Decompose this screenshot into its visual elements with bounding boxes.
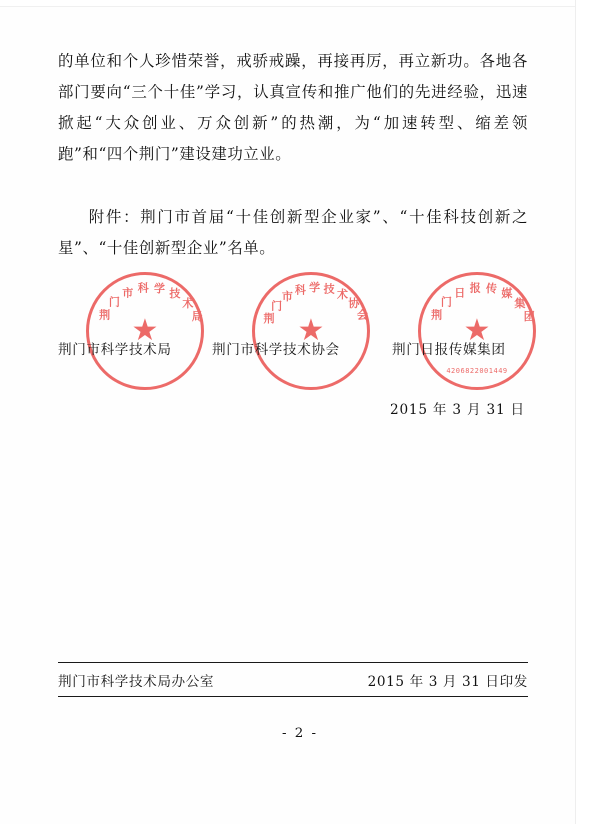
signature-date: 2015 年 3 月 31 日	[390, 402, 525, 418]
seal-arc-text: 荆 门 日 报 传 媒 集 团	[431, 281, 535, 324]
signature-science-association: 荆门市科学技术协会	[212, 342, 340, 358]
footer-row	[58, 663, 528, 690]
document-content	[58, 46, 528, 264]
document-footer	[58, 662, 528, 697]
footer-rule-bottom	[58, 696, 528, 697]
seal-arc-text: 荆 门 市 科 学 技 术 协 会	[263, 281, 368, 325]
signature-daily-media-group: 荆门日报传媒集团	[392, 342, 506, 358]
scan-edge-right	[575, 0, 600, 824]
page-number: - 2 -	[281, 726, 319, 741]
seal-daily-media-group	[418, 272, 536, 390]
attachment-paragraph: 附件：荆门市首届“十佳创新型企业家”、“十佳科技创新之星”、“十佳创新型企业”名单。	[58, 208, 528, 257]
footer-office: 荆门市科学技术局办公室	[58, 674, 215, 690]
signature-row	[40, 338, 560, 360]
body-paragraph: 的单位和个人珍惜荣誉，戒骄戒躁，再接再厉，再立新功。各地各部门要向“三个十佳”学习，认真宣传和推广他们的先进经验，迅速掀起“大众创业、万众创新”的热潮，为“加速转型、缩差领跑”和“四个荆门”建设建功立业。	[58, 52, 528, 163]
seal-science-association	[252, 272, 370, 390]
signature-science-bureau: 荆门市科学技术局	[58, 342, 172, 358]
seal-star-icon: ★	[131, 313, 159, 348]
footer-issue-date: 2015 年 3 月 31 日印发	[367, 674, 528, 690]
seal-arc-text: 荆 门 市 科 学 技 术 局	[99, 281, 203, 324]
scan-edge-top	[0, 0, 600, 7]
seal-science-bureau	[86, 272, 204, 390]
seal-star-icon: ★	[463, 313, 491, 348]
seal-star-icon: ★	[297, 313, 325, 348]
seal-code: 4206822001449	[446, 367, 508, 375]
